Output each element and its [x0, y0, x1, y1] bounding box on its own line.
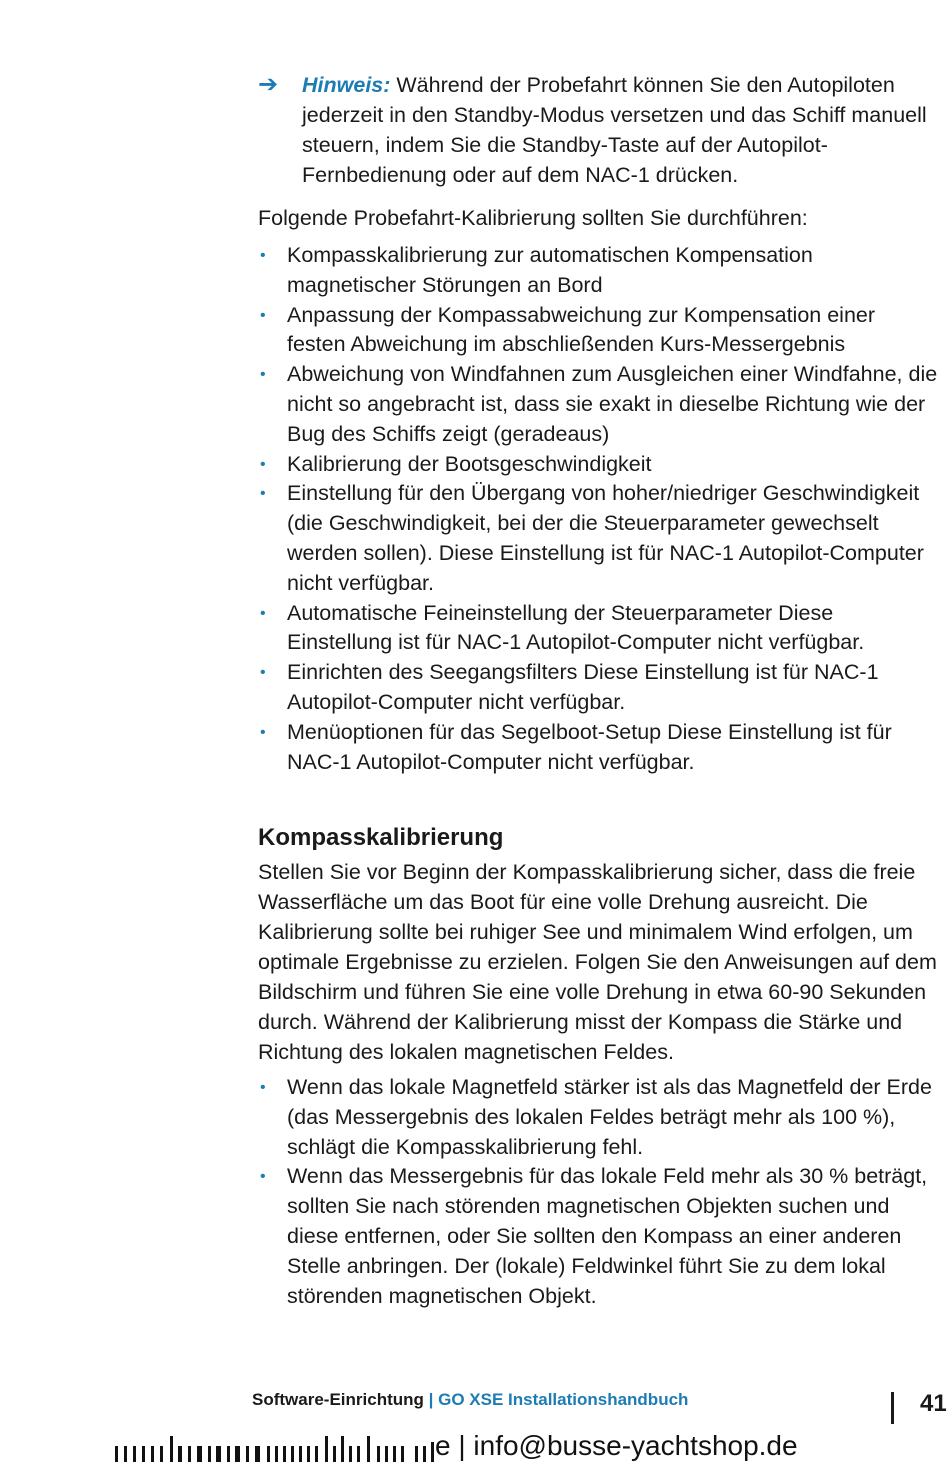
bullet-icon: •: [260, 485, 266, 503]
bullet-icon: •: [260, 1079, 266, 1096]
section-paragraph: Stellen Sie vor Beginn der Kompasskalibrierung sicher, dass die freie Wasserfläche um das Boot für eine volle Drehung ausreicht. Die Kalibrierung sollte bei ruhiger See und minimalem Wind erfolgen, um optimale Ergebnisse zu erzielen. Folgen Sie den Anweisungen auf dem Bildschirm und führen Sie eine volle Drehung in etwa 60-90 Sekunden durch. Während der Kalibrierung misst der Kompass die Stärke und Richtung des lokalen magnetischen Feldes.: [258, 860, 937, 1064]
barcode-graphic: [115, 1436, 435, 1462]
page-number-divider: [891, 1392, 894, 1424]
note-label: Hinweis:: [302, 73, 391, 97]
page-footer: [252, 1390, 688, 1410]
list-item: • Abweichung von Windfahnen zum Ausgleichen einer Windfahne, die nicht so angebracht ist, dass sie exakt in dieselbe Richtung wie der Bug des Schiffs zeigt (geradeaus): [260, 362, 938, 446]
intro-text: Folgende Probefahrt-Kalibrierung sollten Sie durchführen:: [258, 206, 808, 230]
page-number: 41: [920, 1390, 947, 1417]
calibration-list: [258, 241, 938, 777]
bullet-icon: •: [260, 455, 266, 473]
watermark-text: e | info@busse-yachtshop.de: [435, 1430, 798, 1461]
note-block: [258, 70, 948, 190]
bullet-icon: •: [260, 366, 266, 384]
list-item: • Einrichten des Seegangsfilters Diese Einstellung ist für NAC-1 Autopilot-Computer nicht verfügbar.: [260, 660, 879, 714]
bullet-icon: •: [260, 604, 266, 622]
footer-chapter: Software-Einrichtung: [252, 1390, 424, 1409]
bullet-icon: •: [260, 306, 266, 324]
bullet-icon: •: [260, 1168, 266, 1186]
list-item: • Einstellung für den Übergang von hoher/niedriger Geschwindigkeit (die Geschwindigkeit, bei der die Steuerparameter gewechselt werden sollen). Diese Einstellung ist für NAC-1 Autopilot-Computer nicht verfügbar.: [260, 481, 924, 595]
list-item: • Kalibrierung der Bootsgeschwindigkeit: [258, 450, 938, 480]
list-item: • Wenn das lokale Magnetfeld stärker ist als das Magnetfeld der Erde (das Messergebnis des lokalen Feldes beträgt mehr als 100 %), schlägt die Kompasskalibrierung fehl.: [260, 1075, 932, 1159]
arrow-right-icon: ➔: [258, 71, 279, 98]
footer-separator: |: [423, 1390, 439, 1409]
bullet-icon: •: [260, 247, 266, 264]
list-item: • Kompasskalibrierung zur automatischen Kompensation magnetischer Störungen an Bord: [260, 243, 813, 297]
list-item: • Automatische Feineinstellung der Steuerparameter Diese Einstellung ist für NAC-1 Autopilot-Computer nicht verfügbar.: [260, 600, 865, 655]
compass-notes-list: [258, 1073, 938, 1311]
list-item: • Menüoptionen für das Segelboot-Setup Diese Einstellung ist für NAC-1 Autopilot-Computer nicht verfügbar.: [260, 719, 892, 774]
list-item: • Anpassung der Kompassabweichung zur Kompensation einer festen Abweichung im abschließenden Kurs-Messergebnis: [260, 302, 876, 357]
bullet-icon: •: [260, 723, 266, 741]
note-body: Während der Probefahrt können Sie den Autopiloten jederzeit in den Standby-Modus versetzen und das Schiff manuell steuern, indem Sie die Standby-Taste auf der Autopilot-Fernbedienung oder auf dem NAC-1 drücken.: [302, 73, 927, 187]
footer-document-title: GO XSE Installationshandbuch: [438, 1390, 689, 1409]
list-item: • Wenn das Messergebnis für das lokale Feld mehr als 30 % beträgt, sollten Sie nach störenden magnetischen Objekten suchen und diese entfernen, oder Sie sollten den Kompass an einer anderen Stelle anbringen. Der (lokale) Feldwinkel führt Sie zu dem lokal störenden magnetischen Objekt.: [260, 1164, 928, 1308]
bullet-icon: •: [260, 664, 266, 682]
note-text: [302, 70, 948, 190]
section-heading: Kompasskalibrierung: [258, 824, 504, 851]
